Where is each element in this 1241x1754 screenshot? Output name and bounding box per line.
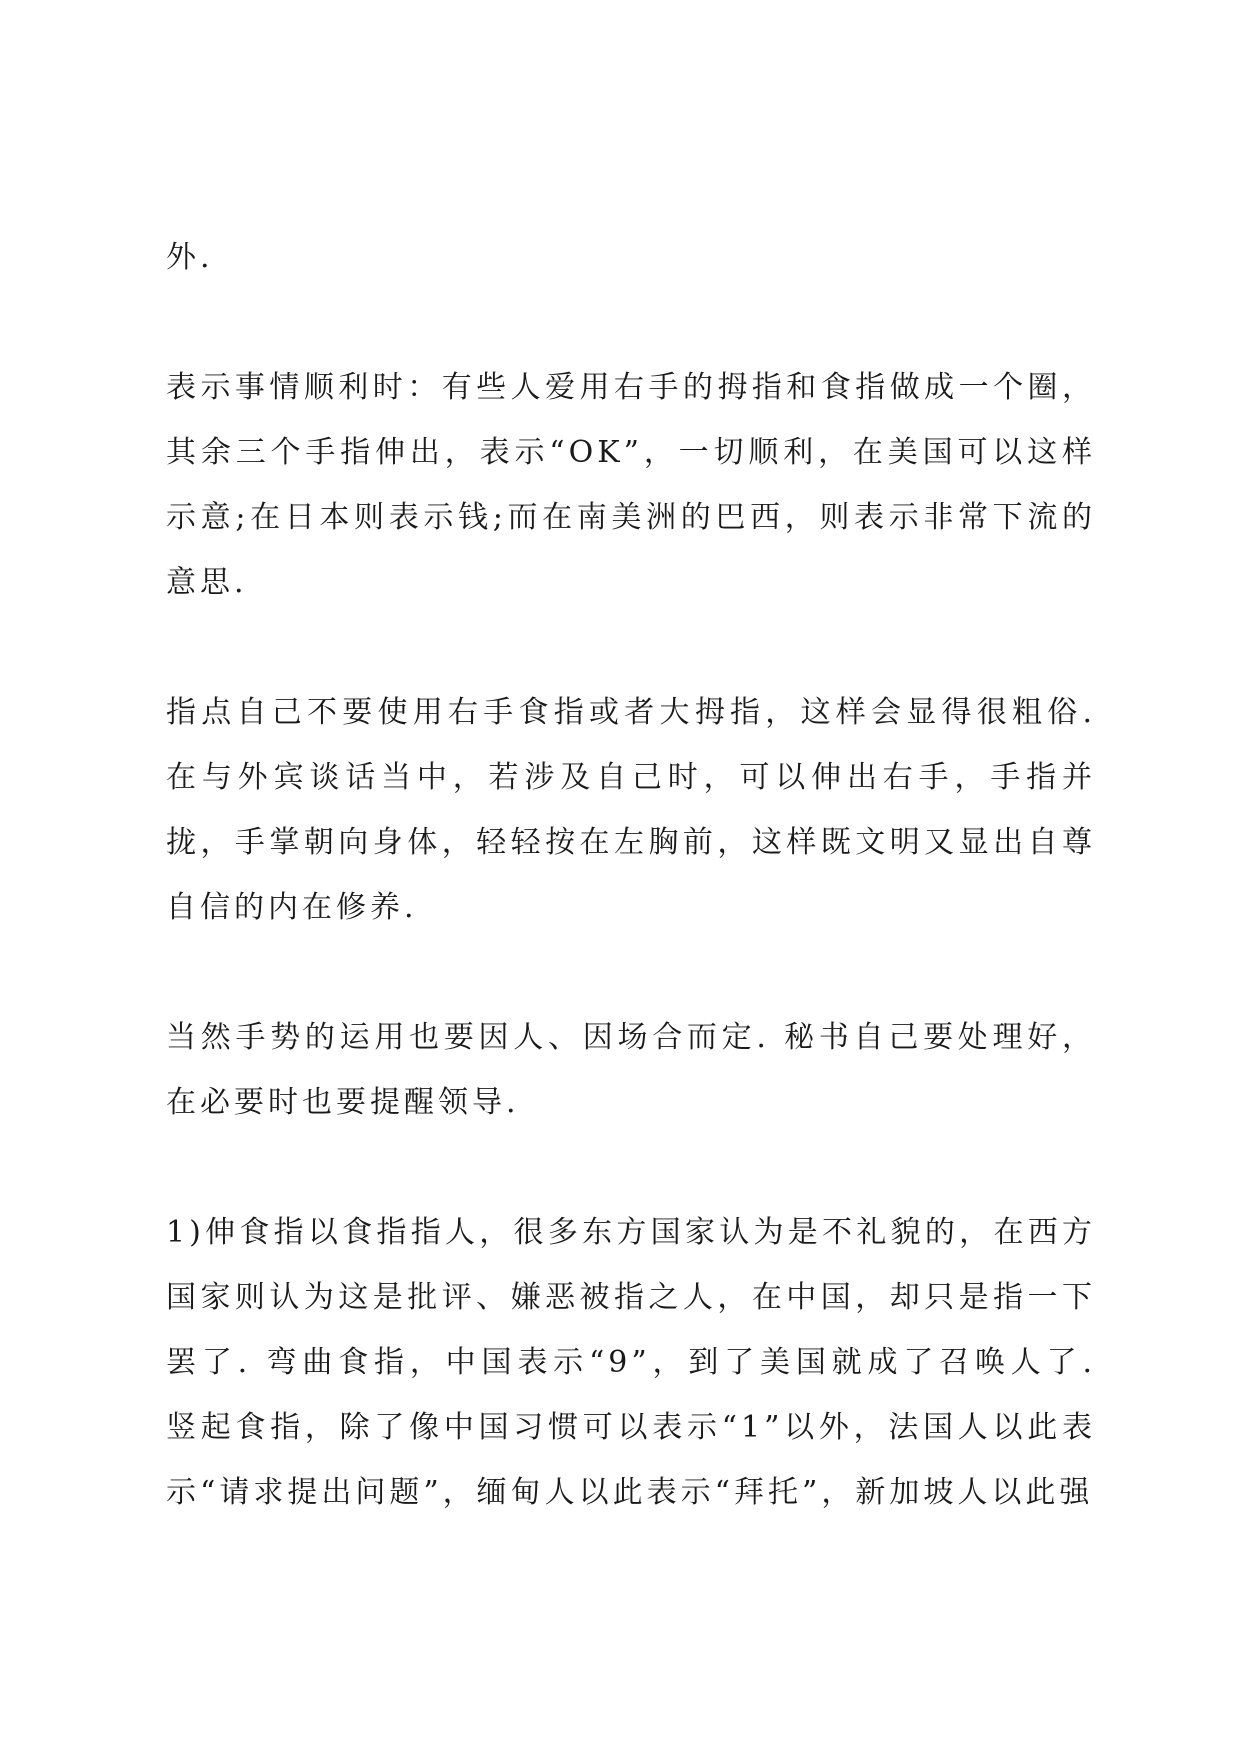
document-body	[166, 225, 1096, 1525]
paragraph-spacer	[166, 1135, 1096, 1200]
paragraph-index-finger: 1)伸食指以食指指人，很多东方国家认为是不礼貌的，在西方国家则认为这是批评、嫌恶被指之人，在中国，却只是指一下罢了. 弯曲食指，中国表示“9”，到了美国就成了召唤人了. 竖起食指，除了像中国习惯可以表示“1”以外，法国人以此表示“请求提出问题”，缅甸人以此表示“拜托”，新加坡人以此强	[166, 1215, 1096, 1510]
paragraph-pointing-self: 指点自己不要使用右手食指或者大拇指，这样会显得很粗俗. 在与外宾谈话当中，若涉及自己时，可以伸出右手，手指并拢，手掌朝向身体，轻轻按在左胸前，这样既文明又显出自尊自信的内在修养.	[166, 695, 1096, 925]
paragraph-spacer	[166, 940, 1096, 1005]
paragraph-spacer	[166, 290, 1096, 355]
paragraph-spacer	[166, 615, 1096, 680]
paragraph-continuation: 外.	[166, 240, 214, 275]
paragraph-ok-gesture: 表示事情顺利时：有些人爱用右手的拇指和食指做成一个圈，其余三个手指伸出，表示“OK”，一切顺利，在美国可以这样示意;在日本则表示钱;而在南美洲的巴西，则表示非常下流的意思.	[166, 370, 1096, 600]
paragraph-context: 当然手势的运用也要因人、因场合而定. 秘书自己要处理好，在必要时也要提醒领导.	[166, 1020, 1096, 1120]
